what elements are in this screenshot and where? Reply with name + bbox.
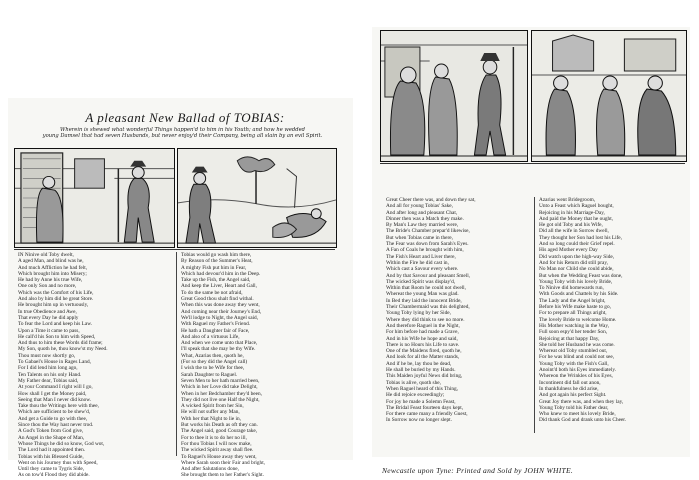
right-divider: [380, 163, 685, 164]
verse-line: Rejoicing in his Marriage-Day,: [539, 209, 605, 216]
verse-line: The lovely Bride to welcome Home.: [539, 316, 617, 323]
verse-line: Unto a Feast which Raguel bought,: [539, 203, 614, 210]
verse-line: IN Ninive old Toby dwelt,: [18, 252, 74, 258]
verse-line: The Angel said, good Courage take,: [181, 428, 258, 435]
verse-line: And coming near their Journey's End,: [181, 308, 262, 315]
verse-line: For thou Tobias I will now make,: [181, 440, 252, 447]
verse-line: With Raguel my Father's Friend.: [181, 321, 251, 328]
verse-line: A Fan of Coals he brought with him,: [386, 247, 464, 254]
verse-line: They thought her Son had lost his Life,: [539, 234, 622, 241]
verse-line: For I did lend him long ago,: [18, 365, 78, 372]
woodcut-river-scene: [178, 149, 336, 247]
verse-line: Whereat old Toby stumbled out,: [539, 348, 608, 355]
verse-line: Great Good thou shalt find withal.: [181, 296, 254, 303]
verse-line: But when the Wedding Feast was done,: [539, 272, 623, 279]
verse-line: My Son, quoth he, thou know'st my Need.: [18, 346, 108, 353]
verse-line: But when Tobias came in there,: [386, 234, 453, 241]
verse-line: Azarias went Bridegroom,: [539, 197, 596, 203]
verse-line: And also of a virtuous Life,: [181, 333, 240, 340]
verse-line: And thus to him these Words did frame;: [18, 340, 103, 347]
verse-line: And much Affliction he had felt,: [18, 264, 88, 271]
verse-line: For to prepare all Things aright,: [539, 310, 607, 317]
verse-line: Their Chambermaid was this delighted,: [386, 304, 470, 311]
verse-line: Tobias with his Blessed Guide,: [18, 453, 84, 460]
verse-line: Which had devour'd him in the Deep.: [181, 270, 261, 277]
verse-line: He shall be buried by my Hands.: [386, 367, 456, 374]
woodcut-interior-scene: [15, 149, 174, 247]
verse-line: And when we come unto that Place,: [181, 340, 258, 347]
verse-line: Which brought him into Misery;: [18, 270, 87, 277]
verse-line: They did not live one Half the Night,: [181, 396, 260, 403]
verse-line: And after long and pleasant Chat,: [386, 209, 458, 216]
woodcut-healing-scene: [381, 31, 527, 161]
verse-line: Did all the wife in Sorrow dwell,: [539, 228, 609, 235]
verse-line: As on tow'd Flood they did abide.: [18, 472, 90, 479]
subtitle-line-1: Wherein is shewed what wonderful Things happen'd to him in his Youth; and how he wedded: [60, 127, 305, 133]
verse-line: Young Toby with the Fish's Gall,: [539, 360, 609, 367]
verse-line: Since thou the Way hast never trod.: [18, 422, 94, 429]
verse-line: And all for young Tobias' Sake,: [386, 203, 453, 210]
verse-line: And in his Wife he hope and said,: [386, 335, 458, 342]
verse-line: He got old Toby and his Wife,: [539, 222, 603, 229]
left-column-1: [18, 252, 173, 479]
woodcut-right-1: [380, 30, 528, 162]
verse-line: His aged Mother every Day: [539, 247, 598, 254]
verse-line: A aged Man, and blind was he,: [18, 258, 84, 265]
verse-line: The wicked Spirit was display'd,: [386, 278, 456, 285]
verse-line: He call'd his Son to him with Speed,: [18, 333, 96, 340]
verse-line: The Bride's Chamber prepar'd likewise,: [386, 228, 470, 235]
verse-line: In true Obedience and Awe,: [18, 308, 77, 315]
verse-line: Take up the Fish, the Angel said,: [181, 277, 251, 284]
verse-line: Within that Room he could not dwell,: [386, 285, 466, 292]
verse-line: She brought them to her Father's Sight.: [181, 472, 264, 479]
verse-line: The Bridal Feast fourteen days kept,: [386, 404, 464, 411]
left-divider: [14, 249, 335, 250]
verse-line: Anoint'd both his Eyes immediately.: [539, 367, 616, 374]
verse-line: By Reason of the Summer's Heat,: [181, 258, 253, 265]
verse-line: Young Toby lying by her Side,: [386, 310, 451, 317]
verse-line: Sarah Daughter to Raguel.: [181, 371, 238, 378]
verse-line: There is no Hours his Life to save.: [386, 341, 460, 348]
verse-line: Whereon the Wrinkles of his Eyes,: [539, 373, 613, 380]
verse-line: He had by Anne his true Wife,: [18, 277, 83, 284]
verse-line: To Gabael's House in Rages Land,: [18, 359, 91, 366]
verse-line: An Angel in the Shape of Man,: [18, 434, 85, 441]
verse-line: With her that Night to lie in,: [181, 415, 241, 422]
verse-line: Until they came to Tygris Side,: [18, 466, 85, 473]
verse-line: And got again his perfect Sight.: [539, 392, 607, 399]
verse-line: Which in her Love did take Delight,: [181, 384, 258, 391]
verse-line: For there came many a friendly Guest,: [386, 411, 468, 418]
right-column-2: [539, 197, 687, 435]
verse-line: Did watch upon the high-way Side,: [539, 253, 615, 260]
verse-line: Who knew to meet his lovely Bride,: [539, 411, 616, 418]
verse-line: Whose Things he did so know, God wot,: [18, 440, 105, 447]
verse-line: What, Azarias then, quoth he,: [181, 352, 244, 359]
verse-line: Upon a Time it came to pass,: [18, 327, 80, 334]
verse-line: This Maiden joyful News did bring,: [386, 373, 463, 380]
verse-line: Which are sufficient to be shew'd,: [18, 409, 91, 416]
verse-line: Within the Fire he did cast in,: [386, 259, 449, 266]
verse-line: And also by him did he great Store.: [18, 296, 94, 303]
verse-line: A God's Token from God give,: [18, 428, 84, 435]
right-column-rule: [534, 197, 535, 433]
woodcut-wedding-scene: [532, 31, 686, 161]
verse-line: And look for all the Matter stands,: [386, 354, 460, 361]
verse-line: A wicked Spirit from her Sin,: [181, 403, 244, 410]
verse-line: And after Salutations done,: [181, 466, 239, 473]
verse-line: In Bed they laid the innocent Bride,: [386, 297, 462, 304]
verse-line: Tobias would go wash him there,: [181, 252, 252, 258]
verse-line: Young Toby told his Father dear,: [539, 404, 609, 411]
verse-line: Which was the Comfort of his Life,: [18, 289, 94, 296]
verse-line: Great Cheer there was, and down they sat,: [386, 197, 476, 203]
verse-line: We'll lodge to Night, the Angel said,: [181, 314, 259, 321]
verse-line: And by that Savour and pleasant Smell,: [386, 272, 471, 279]
verse-line: Young Toby with his lovely Bride,: [539, 278, 613, 285]
verse-line: Great Joy there was, and when they lay,: [539, 398, 624, 405]
verse-line: I'll speak that she may be thy Wife.: [181, 346, 256, 353]
verse-line: At your Command I right will I go,: [18, 384, 93, 391]
verse-line: Rejoicing at that happy Day,: [539, 335, 600, 342]
verse-line: Where they did think to see no more.: [386, 316, 465, 323]
left-column-2: [181, 252, 339, 479]
verse-line: For to thee it is to do her no ill,: [181, 434, 247, 441]
verse-line: To fear the Lord and keep his Law.: [18, 321, 93, 328]
verse-line: Did thank God and drank unto his Cheer.: [539, 417, 627, 424]
verse-line: My Father dear, Tobias said,: [18, 377, 79, 384]
verse-line: Before his Wife make haste to go,: [539, 304, 611, 311]
verse-line: When this was done away they went,: [181, 302, 260, 309]
verse-line: He brought him up in vertuously,: [18, 302, 89, 309]
verse-line: To Ninive did homewards run,: [539, 285, 604, 292]
right-column-1: [386, 197, 531, 435]
verse-line: And if he be, lay thou be dead,: [386, 360, 452, 367]
subtitle-line-2: young Damsel that had seven Husbands, but never enjoy'd their Company, being all slain by an evil Spirit.: [42, 133, 323, 140]
verse-line: The Fear was down from Sarah's Eyes.: [386, 241, 469, 248]
verse-line: Seeing that Man I never did know.: [18, 396, 92, 403]
verse-line: Incontinent did fall out anon,: [539, 379, 601, 386]
verse-line: When Raguel heard of this Thing,: [386, 385, 458, 392]
verse-line: And so long could their Grief repel.: [539, 241, 615, 248]
verse-line: And therefore Raguel in the Night,: [386, 322, 460, 329]
verse-line: She told her Husband he was come.: [539, 341, 615, 348]
verse-line: He hath a Daughter fair of Face,: [181, 327, 250, 334]
verse-line: To do the same be not afraid,: [181, 289, 243, 296]
verse-line: When in her Bedchamber they'd been,: [181, 390, 262, 397]
verse-line: Ten Talents on his only Hand.: [18, 371, 82, 378]
verse-line: The Lord had it appointed then.: [18, 447, 86, 454]
verse-line: By Man's Law they married were,: [386, 222, 459, 229]
verse-line: Take thou the Writings here with thee,: [18, 403, 99, 410]
verse-line: Where Sarah soon their Fair and bright,: [181, 459, 265, 466]
verse-line: (For so they did the Angel call): [181, 359, 248, 366]
verse-line: Seven Men to her hath married been,: [181, 377, 260, 384]
verse-line: For he was blind and could not see,: [539, 354, 615, 361]
verse-line: With Goods and Chattels by his Side.: [539, 291, 619, 298]
verse-line: Which cast a Savour every where.: [386, 266, 459, 273]
verse-line: For him before had made a Grave,: [386, 329, 459, 336]
verse-line: And for his Return did still pray,: [539, 259, 608, 266]
verse-line: He did rejoice exceedingly;: [386, 392, 445, 399]
verse-line: In thankfulness he did arise,: [539, 385, 599, 392]
woodcut-left-1: [14, 148, 175, 248]
verse-line: One of the Maidens fired, quoth he,: [386, 348, 462, 355]
woodcut-left-2: [177, 148, 337, 248]
verse-line: He will not suffer any Man,: [181, 409, 240, 416]
verse-line: The Fish's Heart and Liver there,: [386, 253, 456, 260]
verse-line: That every Day he did apply: [18, 314, 79, 321]
woodcut-right-2: [531, 30, 687, 162]
verse-line: Full soon espy'd her tender Son,: [539, 329, 608, 336]
ballad-subtitle: [30, 127, 335, 140]
verse-line: To Raguel's House away they went,: [181, 453, 257, 460]
verse-line: One only Son and no more,: [18, 283, 77, 290]
verse-line: Tobias is alive, quoth she,: [386, 379, 441, 386]
verse-line: How shall I get the Money paid,: [18, 390, 87, 397]
verse-line: Went on his Journey thus with Speed,: [18, 459, 98, 466]
verse-line: The Lady and the Angel bright,: [539, 297, 606, 304]
verse-line: Whereat the young Man was glad.: [386, 291, 459, 298]
verse-line: But works his Death as oft they can.: [181, 422, 258, 429]
verse-line: In Sorrow now no longer slept.: [386, 417, 452, 424]
verse-line: I wish the to be Wife for thee,: [181, 365, 245, 372]
verse-line: And paid the Money that he ought,: [539, 215, 613, 222]
verse-line: For joy he made a Solemn Feast,: [386, 398, 456, 405]
verse-line: And keep the Liver, Heart and Gall,: [181, 283, 257, 290]
ballad-title: A pleasant New Ballad of TOBIAS:: [85, 110, 285, 125]
verse-line: His Mother watching in the Way,: [539, 322, 610, 329]
left-column-rule: [176, 252, 177, 456]
printer-imprint: Newcastle upon Tyne: Printed and Sold by JOHN WHITE.: [382, 466, 574, 475]
verse-line: No Man nor Child she could abide,: [539, 266, 614, 273]
verse-line: A mighty Fish put him in Fear,: [181, 264, 247, 271]
verse-line: Thou must now shortly go,: [18, 352, 76, 359]
verse-line: The wicked Spirit away shall flee.: [181, 447, 254, 454]
verse-line: And get a Guide to go with thee,: [18, 415, 88, 422]
verse-line: Dinner then was a Match they make.: [386, 215, 464, 222]
